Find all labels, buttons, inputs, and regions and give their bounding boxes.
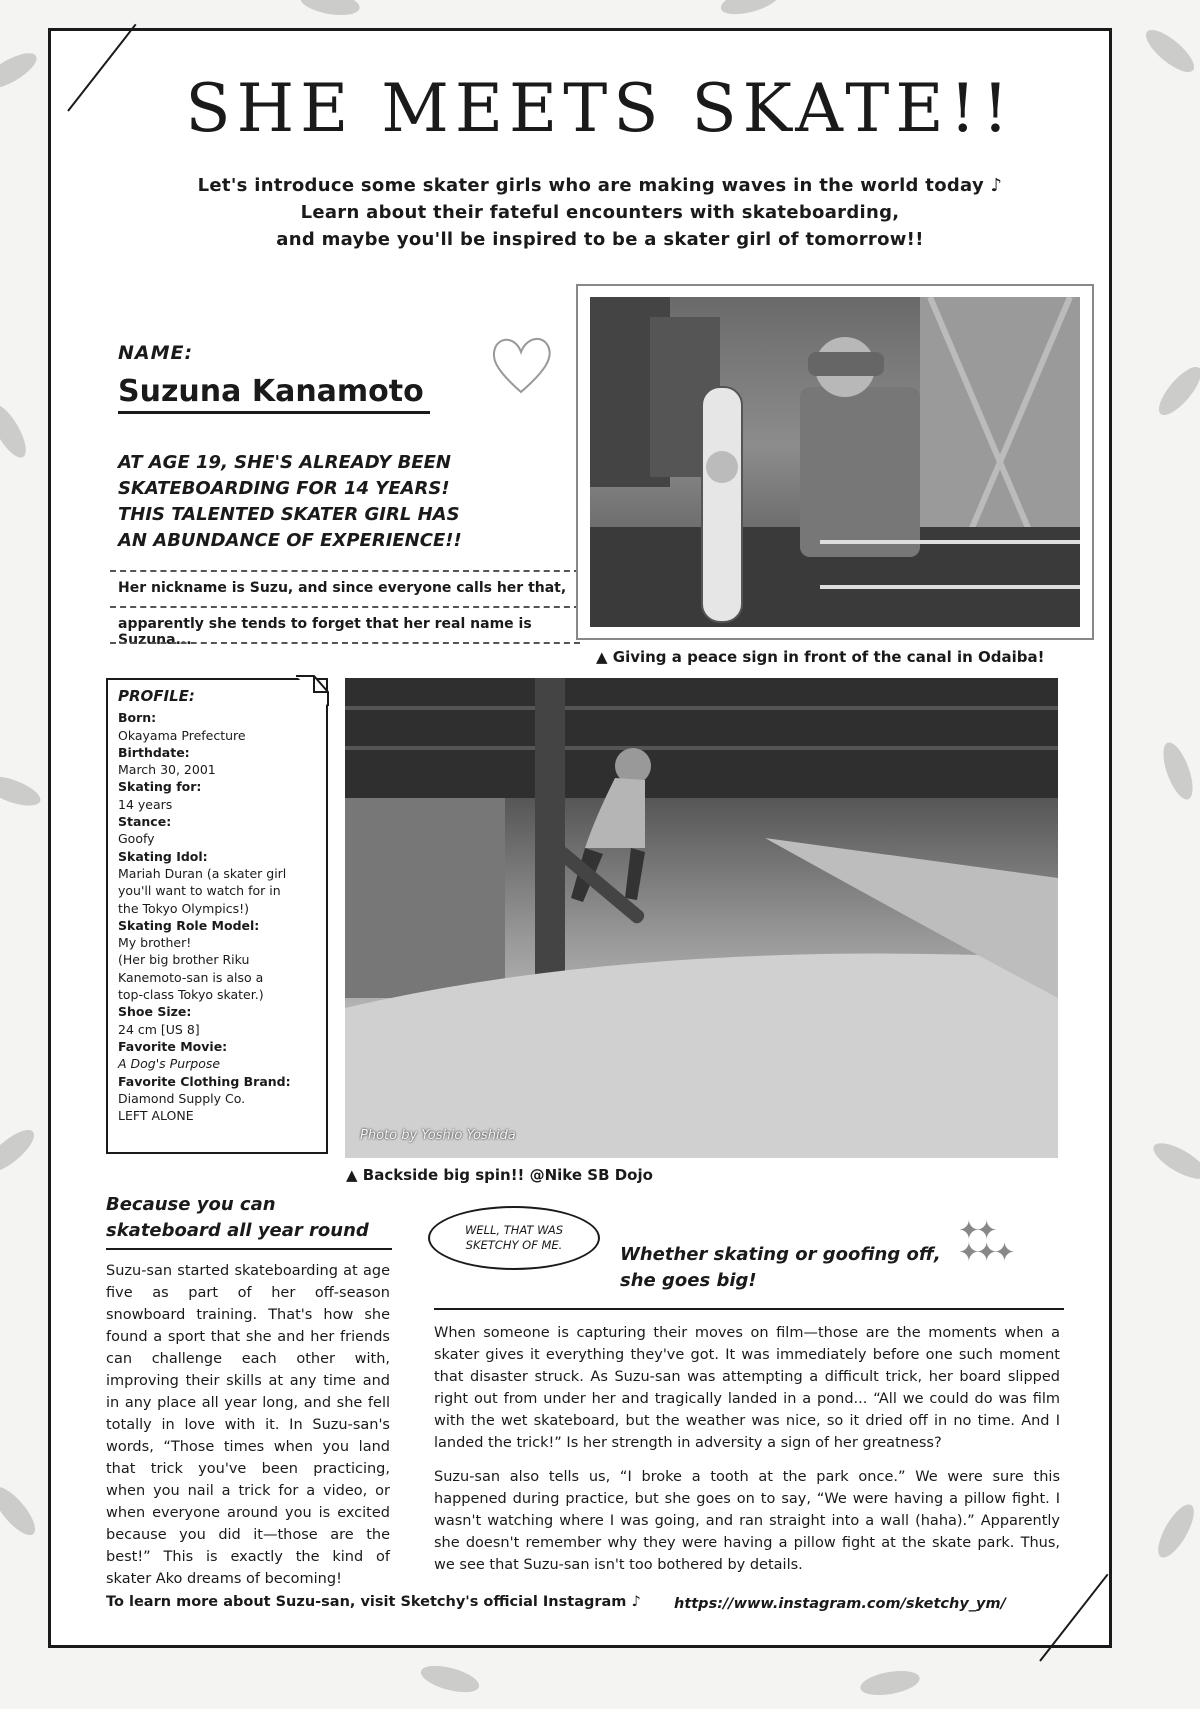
background-leaf xyxy=(299,0,362,19)
peace-sign-photo xyxy=(590,297,1080,627)
name-label: NAME: xyxy=(118,342,194,364)
background-leaf xyxy=(0,1123,40,1178)
photo-illustration xyxy=(345,678,1058,1158)
brand-line: Diamond Supply Co. xyxy=(118,1090,246,1106)
photo-credit: Photo by Yoshio Yoshida xyxy=(360,1128,516,1143)
role-model-label: Skating Role Model: xyxy=(118,917,260,933)
born-value: Okayama Prefecture xyxy=(118,727,246,743)
speech-bubble xyxy=(428,1206,600,1270)
background-leaf xyxy=(0,770,44,811)
left-section-heading xyxy=(106,1192,369,1244)
tagline-line: AN ABUNDANCE OF EXPERIENCE!! xyxy=(118,530,462,551)
bubble-line: SKETCHY OF ME. xyxy=(465,1238,563,1252)
right-section-heading xyxy=(620,1242,941,1294)
birthdate-label: Birthdate: xyxy=(118,744,190,760)
role-model-line: (Her big brother Riku xyxy=(118,952,250,968)
heading-line: she goes big! xyxy=(620,1270,757,1291)
shoe-label: Shoe Size: xyxy=(118,1004,192,1020)
photo-illustration xyxy=(590,297,1080,627)
heading-underline xyxy=(434,1308,1064,1310)
sparkle-icon: ✦✦ ✦✦✦ xyxy=(958,1216,1012,1268)
stance-value: Goofy xyxy=(118,831,155,847)
stance-label: Stance: xyxy=(118,814,172,830)
profile-title: PROFILE: xyxy=(118,687,195,705)
dashed-divider xyxy=(110,570,580,572)
background-leaf xyxy=(718,0,782,19)
intro-line: Learn about their fateful encounters with skateboarding, xyxy=(300,202,900,223)
skating-for-value: 14 years xyxy=(118,796,173,812)
tagline xyxy=(118,450,518,554)
tagline-line: AT AGE 19, SHE'S ALREADY BEEN xyxy=(118,452,451,473)
dog-ear-icon xyxy=(294,674,330,708)
background-leaf xyxy=(859,1667,922,1699)
born-label: Born: xyxy=(118,710,157,726)
movie-label: Favorite Movie: xyxy=(118,1038,228,1054)
background-leaf xyxy=(1151,1500,1200,1563)
footer-instagram-note: To learn more about Suzu-san, visit Sketchy's official Instagram ♪ xyxy=(106,1594,641,1610)
role-model-line: top-class Tokyo skater.) xyxy=(118,987,264,1003)
role-model-line: Kanemoto-san is also a xyxy=(118,969,264,985)
instagram-link[interactable]: https://www.instagram.com/sketchy_ym/ xyxy=(674,1596,1006,1612)
movie-value: A Dog's Purpose xyxy=(118,1056,221,1072)
background-leaf xyxy=(0,400,33,463)
idol-label: Skating Idol: xyxy=(118,848,208,864)
skater-name: Suzuna Kanamoto xyxy=(118,374,430,414)
idol-line: Mariah Duran (a skater girl xyxy=(118,865,287,881)
role-model-line: My brother! xyxy=(118,935,192,951)
intro-text xyxy=(0,172,1200,253)
heading-line: Whether skating or goofing off, xyxy=(620,1244,941,1265)
idol-line: the Tokyo Olympics!) xyxy=(118,900,250,916)
nickname-line: apparently she tends to forget that her real name is Suzuna... xyxy=(118,616,532,648)
background-leaf xyxy=(1152,361,1200,421)
bubble-line: WELL, THAT WAS xyxy=(464,1223,564,1237)
nickname-line: Her nickname is Suzu, and since everyone calls her that, xyxy=(118,580,567,596)
background-leaf xyxy=(418,1661,482,1698)
brand-line: LEFT ALONE xyxy=(118,1108,194,1124)
background-leaf xyxy=(1149,1136,1200,1185)
intro-line: and maybe you'll be inspired to be a skater girl of tomorrow!! xyxy=(276,229,924,250)
right-section-body xyxy=(434,1322,1060,1588)
tagline-line: THIS TALENTED SKATER GIRL HAS xyxy=(118,504,460,525)
big-spin-photo xyxy=(345,678,1058,1158)
photo2-caption: ▲ Backside big spin!! @Nike SB Dojo xyxy=(346,1166,653,1184)
heading-line: Because you can xyxy=(106,1194,276,1215)
right-paragraph: When someone is capturing their moves on film—those are the moments when a skater gives it everything they've got. It was immediately before one such moment that disaster struck. As Suzu-san was attempting a difficult trick, her board slipped right out from under her and tragically landed in a pond... “All we could do was film with the wet skateboard, but the weather was nice, so it dried off in no time. And I landed the trick!” Is her strength in adversity a sign of her greatness? xyxy=(434,1325,1060,1451)
tagline-line: SKATEBOARDING FOR 14 YEARS! xyxy=(118,478,450,499)
skating-for-label: Skating for: xyxy=(118,779,202,795)
heart-icon xyxy=(486,330,556,400)
birthdate-value: March 30, 2001 xyxy=(118,762,216,778)
heading-underline xyxy=(106,1248,392,1250)
intro-line: Let's introduce some skater girls who are making waves in the world today ♪ xyxy=(197,175,1003,196)
idol-line: you'll want to watch for in xyxy=(118,883,281,899)
left-paragraph: Suzu-san started skateboarding at age five as part of her off-season snowboard training. That's how she found a sport that she and her friends can challenge each other with, improving their skills at any time and in any place all year long, and she fell totally in love with it. In Suzu-san's words, “Those times when you land that trick you've been practicing, when you nail a trick for a video, or when everyone around you is excited because you did it—those are the best!” This is exactly the kind of skater Ako dreams of becoming! xyxy=(106,1263,390,1587)
profile-box xyxy=(106,678,328,1154)
heading-line: skateboard all year round xyxy=(106,1220,369,1241)
dashed-divider xyxy=(110,606,580,608)
page-title: SHE MEETS SKATE!! xyxy=(185,70,1015,147)
background-leaf xyxy=(0,1481,42,1541)
photo1-caption: ▲ Giving a peace sign in front of the canal in Odaiba! xyxy=(596,648,1045,666)
dashed-divider xyxy=(110,642,580,644)
right-paragraph: Suzu-san also tells us, “I broke a tooth at the park once.” We were sure this happened during practice, but she goes on to say, “We were having a pillow fight. I wasn't watching where I was going, and ran straight into a wall (haha).” Apparently she doesn't remember why they were having a pillow fight at the skate park. Thus, we see that Suzu-san isn't too bothered by details. xyxy=(434,1469,1060,1573)
shoe-value: 24 cm [US 8] xyxy=(118,1021,200,1037)
background-leaf xyxy=(1157,739,1198,803)
left-section-body xyxy=(106,1260,390,1602)
brand-label: Favorite Clothing Brand: xyxy=(118,1073,291,1089)
